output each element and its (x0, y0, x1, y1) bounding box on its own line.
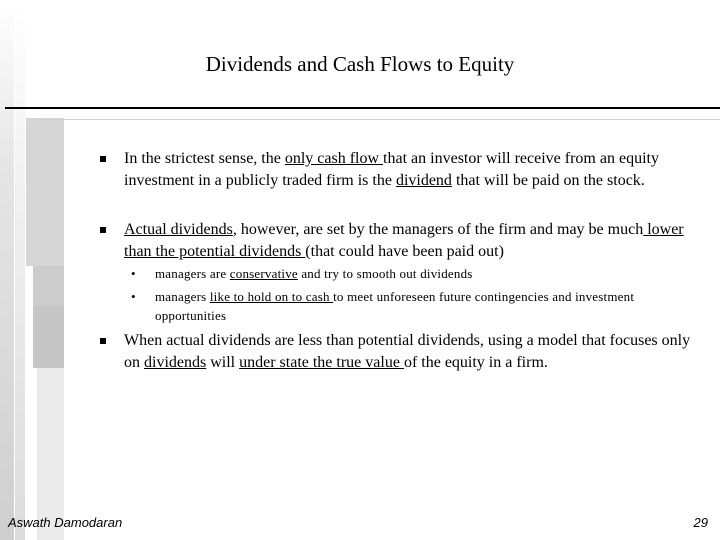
page-number: 29 (693, 515, 708, 530)
footer-author: Aswath Damodaran (8, 515, 123, 530)
round-bullet-icon: • (131, 289, 136, 304)
sub-bullet-text-1: managers are conservative and try to smooth out dividends (155, 266, 473, 281)
decorative-bar (15, 0, 25, 540)
decorative-bar (26, 118, 64, 266)
title-divider-shadow (38, 119, 720, 120)
sub-bullet-text-2: managers like to hold on to cash to meet unforeseen future contingencies and investment opportunities (155, 289, 635, 323)
bullet-text-3: When actual dividends are less than potential dividends, using a model that focuses only on dividends will under state the true value of the equity in a firm. (124, 332, 691, 371)
square-bullet-icon (100, 338, 106, 344)
decorative-bar (33, 266, 64, 306)
square-bullet-icon (100, 227, 106, 233)
square-bullet-icon (100, 156, 106, 162)
slide-title: Dividends and Cash Flows to Equity (205, 52, 515, 76)
bullet-text-1: In the strictest sense, the only cash flow that an investor will receive from an equity investment in a publicly traded firm is the dividend that will be paid on the stock. (124, 150, 659, 189)
round-bullet-icon: • (131, 266, 136, 281)
title-divider (5, 107, 720, 109)
bullet-text-2: Actual dividends, however, are set by the managers of the firm and may be much lower than the potential dividends (that could have been paid out) (124, 221, 684, 260)
decorative-bar (0, 0, 14, 540)
decorative-bar (33, 306, 64, 368)
